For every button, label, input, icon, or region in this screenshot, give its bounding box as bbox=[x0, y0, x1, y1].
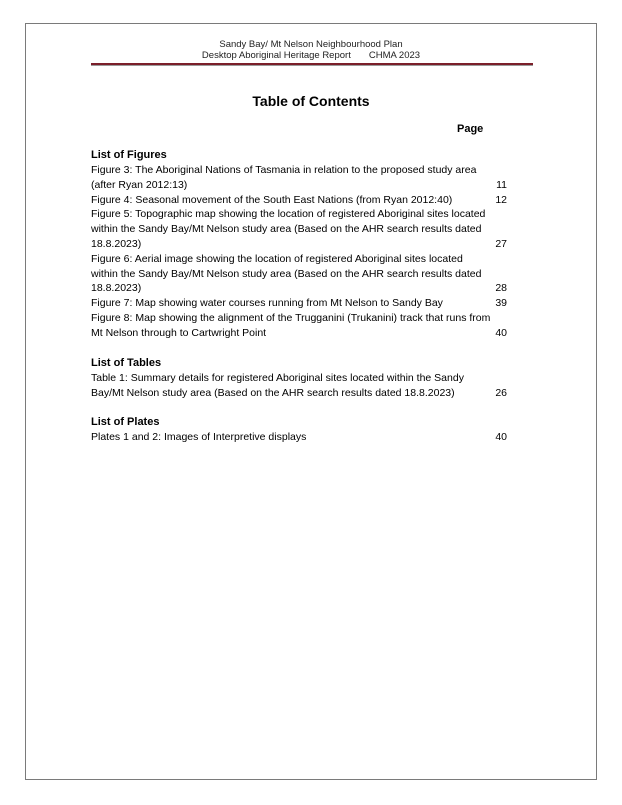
toc-entry-text: Table 1: Summary details for registered Aboriginal sites located within the Sandy Bay/Mt Nelson study area (Based on the AHR search results dated 18.8.2023) bbox=[91, 372, 464, 399]
list-of-tables bbox=[91, 356, 511, 401]
toc-entry-page: 12 bbox=[495, 193, 507, 206]
toc-entry-table-1[interactable] bbox=[91, 371, 507, 401]
document-page bbox=[25, 23, 597, 780]
list-of-plates-heading: List of Plates bbox=[91, 416, 160, 428]
toc-entry-text: Figure 3: The Aboriginal Nations of Tasmania in relation to the proposed study area (after Ryan 2012:13) bbox=[91, 164, 477, 191]
toc-entry-page: 40 bbox=[495, 326, 507, 339]
header-report-line bbox=[26, 50, 596, 61]
toc-entry-figure-4[interactable] bbox=[91, 193, 507, 208]
header-plan-title: Sandy Bay/ Mt Nelson Neighbourhood Plan bbox=[219, 39, 403, 50]
toc-entry-page: 11 bbox=[496, 178, 507, 191]
toc-entry-figure-6[interactable] bbox=[91, 252, 507, 296]
toc-entry-page: 27 bbox=[495, 237, 507, 250]
toc-entry-page: 26 bbox=[495, 386, 507, 399]
toc-entry-text: Figure 5: Topographic map showing the location of registered Aboriginal sites located within the Sandy Bay/Mt Nelson study area (Based on the AHR search results dated 18.8.2023) bbox=[91, 208, 486, 250]
toc-entry-page: 40 bbox=[495, 431, 507, 443]
toc-entry-figure-8[interactable] bbox=[91, 311, 507, 341]
toc-entry-text: Figure 4: Seasonal movement of the South East Nations (from Ryan 2012:40) bbox=[91, 193, 453, 206]
page-column-label: Page bbox=[457, 123, 484, 135]
header-author: CHMA 2023 bbox=[368, 50, 421, 61]
toc-entry-page: 39 bbox=[495, 297, 507, 310]
toc-entry-text: Plates 1 and 2: Images of Interpretive displays bbox=[91, 431, 307, 443]
toc-title: Table of Contents bbox=[252, 93, 370, 109]
list-of-figures bbox=[91, 148, 511, 341]
toc-entry-page: 28 bbox=[495, 282, 507, 295]
toc-entry-figure-7[interactable] bbox=[91, 296, 507, 311]
toc-entry-text: Figure 6: Aerial image showing the location of registered Aboriginal sites located within the Sandy Bay/Mt Nelson study area (Based on the AHR search results dated 18.8.2023) bbox=[91, 252, 482, 295]
list-of-plates bbox=[91, 415, 511, 445]
running-header bbox=[26, 39, 596, 61]
toc-entry-figure-5[interactable] bbox=[91, 207, 507, 251]
toc-entry-text: Figure 7: Map showing water courses running from Mt Nelson to Sandy Bay bbox=[91, 297, 443, 310]
list-of-figures-heading: List of Figures bbox=[91, 149, 167, 161]
toc-entry-text: Figure 8: Map showing the alignment of the Trugganini (Trukanini) track that runs from Mt Nelson through to Cartwright Point bbox=[91, 311, 491, 339]
header-divider bbox=[91, 63, 533, 66]
header-report-title: Desktop Aboriginal Heritage Report bbox=[201, 50, 351, 61]
toc-entry-figure-3[interactable] bbox=[91, 163, 507, 193]
list-of-tables-heading: List of Tables bbox=[91, 357, 162, 369]
toc-entry-plates-1-2[interactable] bbox=[91, 430, 507, 445]
